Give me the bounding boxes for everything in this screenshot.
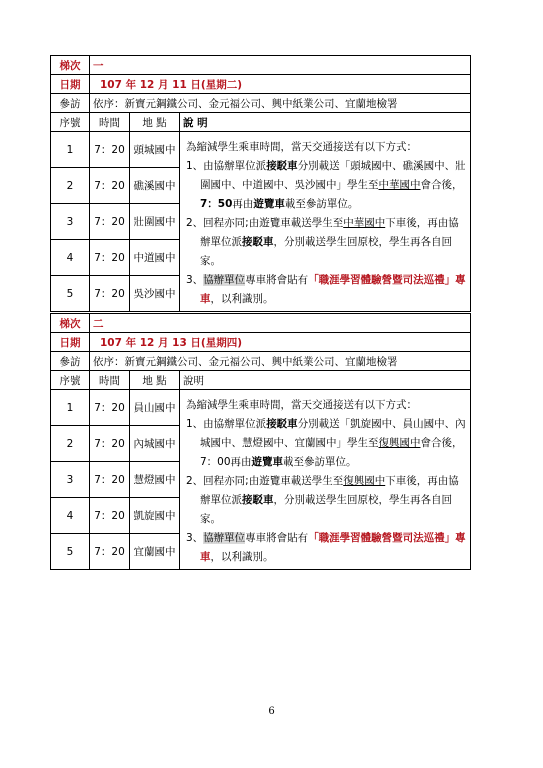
school-cell: 凱旋國中 — [130, 498, 180, 534]
seq-cell: 2 — [51, 168, 90, 204]
participants-label: 參訪 — [51, 94, 90, 113]
seq-cell: 5 — [51, 276, 90, 312]
time-cell: 7：20 — [90, 240, 130, 276]
date-label: 日期 — [51, 75, 90, 94]
instruction-item-1: 1、由協辦單位派接駁車分別載送「凱旋國中、員山國中、內城國中、慧燈國中、宜蘭國中」學生至復興國中會合後，7：00再由遊覽車載至參訪單位。 — [186, 418, 466, 468]
round-label: 梯次 — [51, 56, 90, 75]
intro-text: 為縮減學生乘車時間，當天交通接送有以下方式： — [186, 399, 417, 411]
time-cell: 7：20 — [90, 462, 130, 498]
school-cell: 吳沙國中 — [130, 276, 180, 312]
seq-header: 序號 — [51, 371, 90, 390]
seq-cell: 4 — [51, 498, 90, 534]
time-cell: 7：20 — [90, 204, 130, 240]
table-row — [51, 132, 471, 168]
desc-header: 說 明 — [180, 113, 471, 132]
date-label: 日期 — [51, 333, 90, 352]
school-cell: 頭城國中 — [130, 132, 180, 168]
time-cell: 7：20 — [90, 534, 130, 570]
seq-cell: 2 — [51, 426, 90, 462]
participants-label: 參訪 — [51, 352, 90, 371]
school-cell: 慧燈國中 — [130, 462, 180, 498]
seq-cell: 1 — [51, 132, 90, 168]
round-value: 一 — [90, 56, 471, 75]
time-cell: 7：20 — [90, 168, 130, 204]
seq-cell: 4 — [51, 240, 90, 276]
time-cell: 7：20 — [90, 426, 130, 462]
seq-cell: 5 — [51, 534, 90, 570]
seq-header: 序號 — [51, 113, 90, 132]
schedule-table-round-2 — [50, 313, 471, 570]
intro-text: 為縮減學生乘車時間，當天交通接送有以下方式： — [186, 141, 417, 153]
seq-cell: 3 — [51, 204, 90, 240]
school-cell: 中道國中 — [130, 240, 180, 276]
seq-cell: 1 — [51, 390, 90, 426]
time-header: 時間 — [90, 371, 130, 390]
desc-header: 說明 — [180, 371, 471, 390]
schedule-table-round-1 — [50, 55, 471, 312]
instruction-item-3: 3、協辦單位專車將會貼有「職涯學習體驗營暨司法巡禮」專車，以利識別。 — [186, 532, 466, 563]
school-cell: 員山國中 — [130, 390, 180, 426]
date-value: 107 年 12 月 11 日(星期二) — [90, 75, 471, 94]
page-number: 6 — [268, 706, 275, 717]
school-cell: 內城國中 — [130, 426, 180, 462]
description-cell — [180, 390, 471, 570]
school-cell: 宜蘭國中 — [130, 534, 180, 570]
school-cell: 礁溪國中 — [130, 168, 180, 204]
time-header: 時間 — [90, 113, 130, 132]
instruction-item-2: 2、回程亦同;由遊覽車載送學生至中華國中下車後，再由協辦單位派接駁車，分別載送學生回原校，學生再各自回家。 — [186, 217, 459, 267]
school-cell: 壯圍國中 — [130, 204, 180, 240]
place-header: 地 點 — [130, 371, 180, 390]
description-cell — [180, 132, 471, 312]
round-label: 梯次 — [51, 314, 90, 333]
place-header: 地 點 — [130, 113, 180, 132]
instruction-item-1: 1、由協辦單位派接駁車分別載送「頭城國中、礁溪國中、壯圍國中、中道國中、吳沙國中」學生至中華國中會合後，7：50再由遊覽車載至參訪單位。 — [186, 160, 466, 210]
table-row — [51, 390, 471, 426]
participants-value: 依序：新寶元鋼鐵公司、金元福公司、興中紙業公司、宜蘭地檢署 — [90, 352, 471, 371]
time-cell: 7：20 — [90, 390, 130, 426]
instruction-item-2: 2、回程亦同;由遊覽車載送學生至復興國中下車後，再由協辦單位派接駁車，分別載送學生回原校，學生再各自回家。 — [186, 475, 459, 525]
time-cell: 7：20 — [90, 276, 130, 312]
time-cell: 7：20 — [90, 498, 130, 534]
date-value: 107 年 12 月 13 日(星期四) — [90, 333, 471, 352]
participants-value: 依序：新寶元鋼鐵公司、金元福公司、興中紙業公司、宜蘭地檢署 — [90, 94, 471, 113]
time-cell: 7：20 — [90, 132, 130, 168]
seq-cell: 3 — [51, 462, 90, 498]
instruction-item-3: 3、協辦單位專車將會貼有「職涯學習體驗營暨司法巡禮」專車，以利識別。 — [186, 274, 466, 305]
round-value: 二 — [90, 314, 471, 333]
